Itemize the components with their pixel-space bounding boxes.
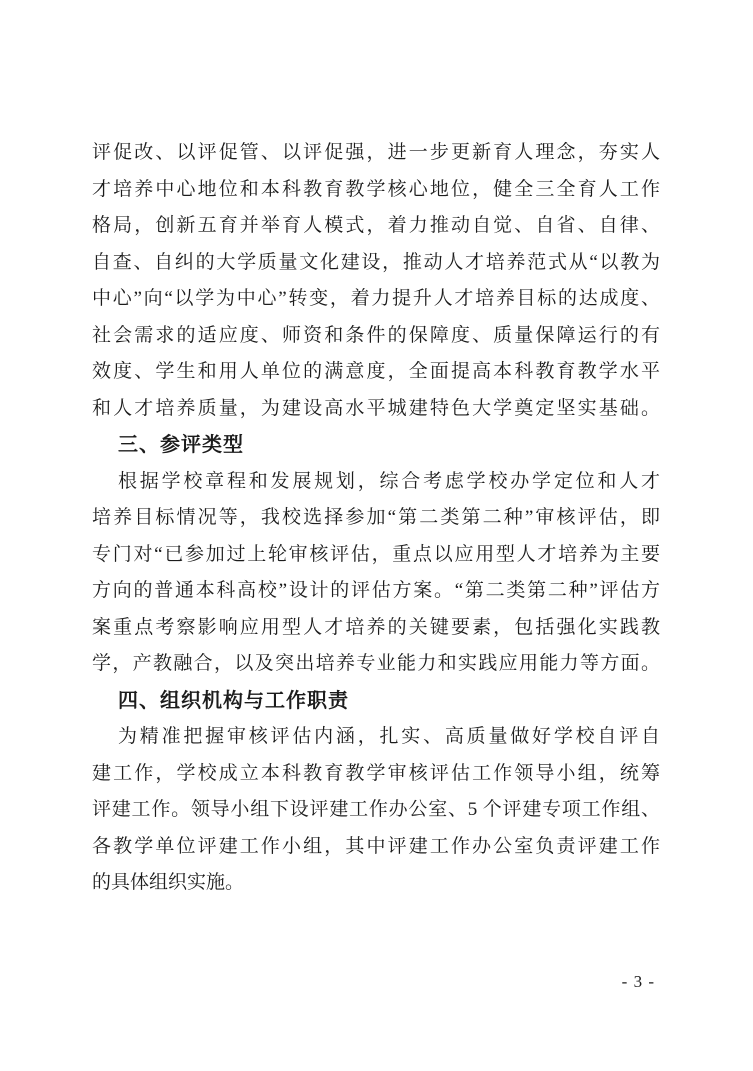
body-line: 方向的普通本科高校”设计的评估方案。“第二类第二种”评估方 (92, 580, 660, 601)
body-line: 格局，创新五育并举育人模式，着力推动自觉、自省、自律、 (92, 215, 660, 236)
body-line: 评建工作。领导小组下设评建工作办公室、5 个评建专项工作组、 (92, 799, 660, 820)
section-heading-4: 四、组织机构与工作职责 (118, 689, 349, 712)
paragraph-first-line: 根据学校章程和发展规划，综合考虑学校办学定位和人才 (118, 470, 660, 492)
body-line: 专门对“已参加过上轮审核评估，重点以应用型人才培养为主要 (92, 543, 660, 565)
paragraph-last-line: 的具体组织实施。 (92, 872, 245, 893)
body-line: 社会需求的适应度、师资和条件的保障度、质量保障运行的有 (92, 324, 660, 346)
body-line: 中心”向“以学为中心”转变，着力提升人才培养目标的达成度、 (92, 288, 660, 309)
page-number: - 3 - (621, 972, 655, 991)
section-heading-3: 三、参评类型 (118, 434, 244, 456)
body-line: 评促改、以评促管、以评促强，进一步更新育人理念，夯实人 (92, 142, 660, 163)
body-line: 学，产教融合，以及突出培养专业能力和实践应用能力等方面。 (92, 653, 660, 674)
body-line: 效度、学生和用人单位的满意度，全面提高本科教育教学水平 (92, 361, 660, 382)
body-line: 案重点考察影响应用型人才培养的关键要素，包括强化实践教 (92, 616, 660, 638)
body-line: 各教学单位评建工作小组，其中评建工作办公室负责评建工作 (92, 835, 660, 857)
document-text (92, 135, 660, 902)
body-line: 培养目标情况等，我校选择参加“第二类第二种”审核评估，即 (92, 507, 660, 528)
body-line: 建工作，学校成立本科教育教学审核评估工作领导小组，统筹 (92, 762, 660, 784)
body-line: 才培养中心地位和本科教育教学核心地位，健全三全育人工作 (92, 178, 660, 200)
body-line: 自查、自纠的大学质量文化建设，推动人才培养范式从“以教为 (92, 251, 660, 273)
body-line: 和人才培养质量，为建设高水平城建特色大学奠定坚实基础。 (92, 397, 660, 419)
paragraph-first-line: 为精准把握审核评估内涵，扎实、高质量做好学校自评自 (118, 726, 660, 747)
